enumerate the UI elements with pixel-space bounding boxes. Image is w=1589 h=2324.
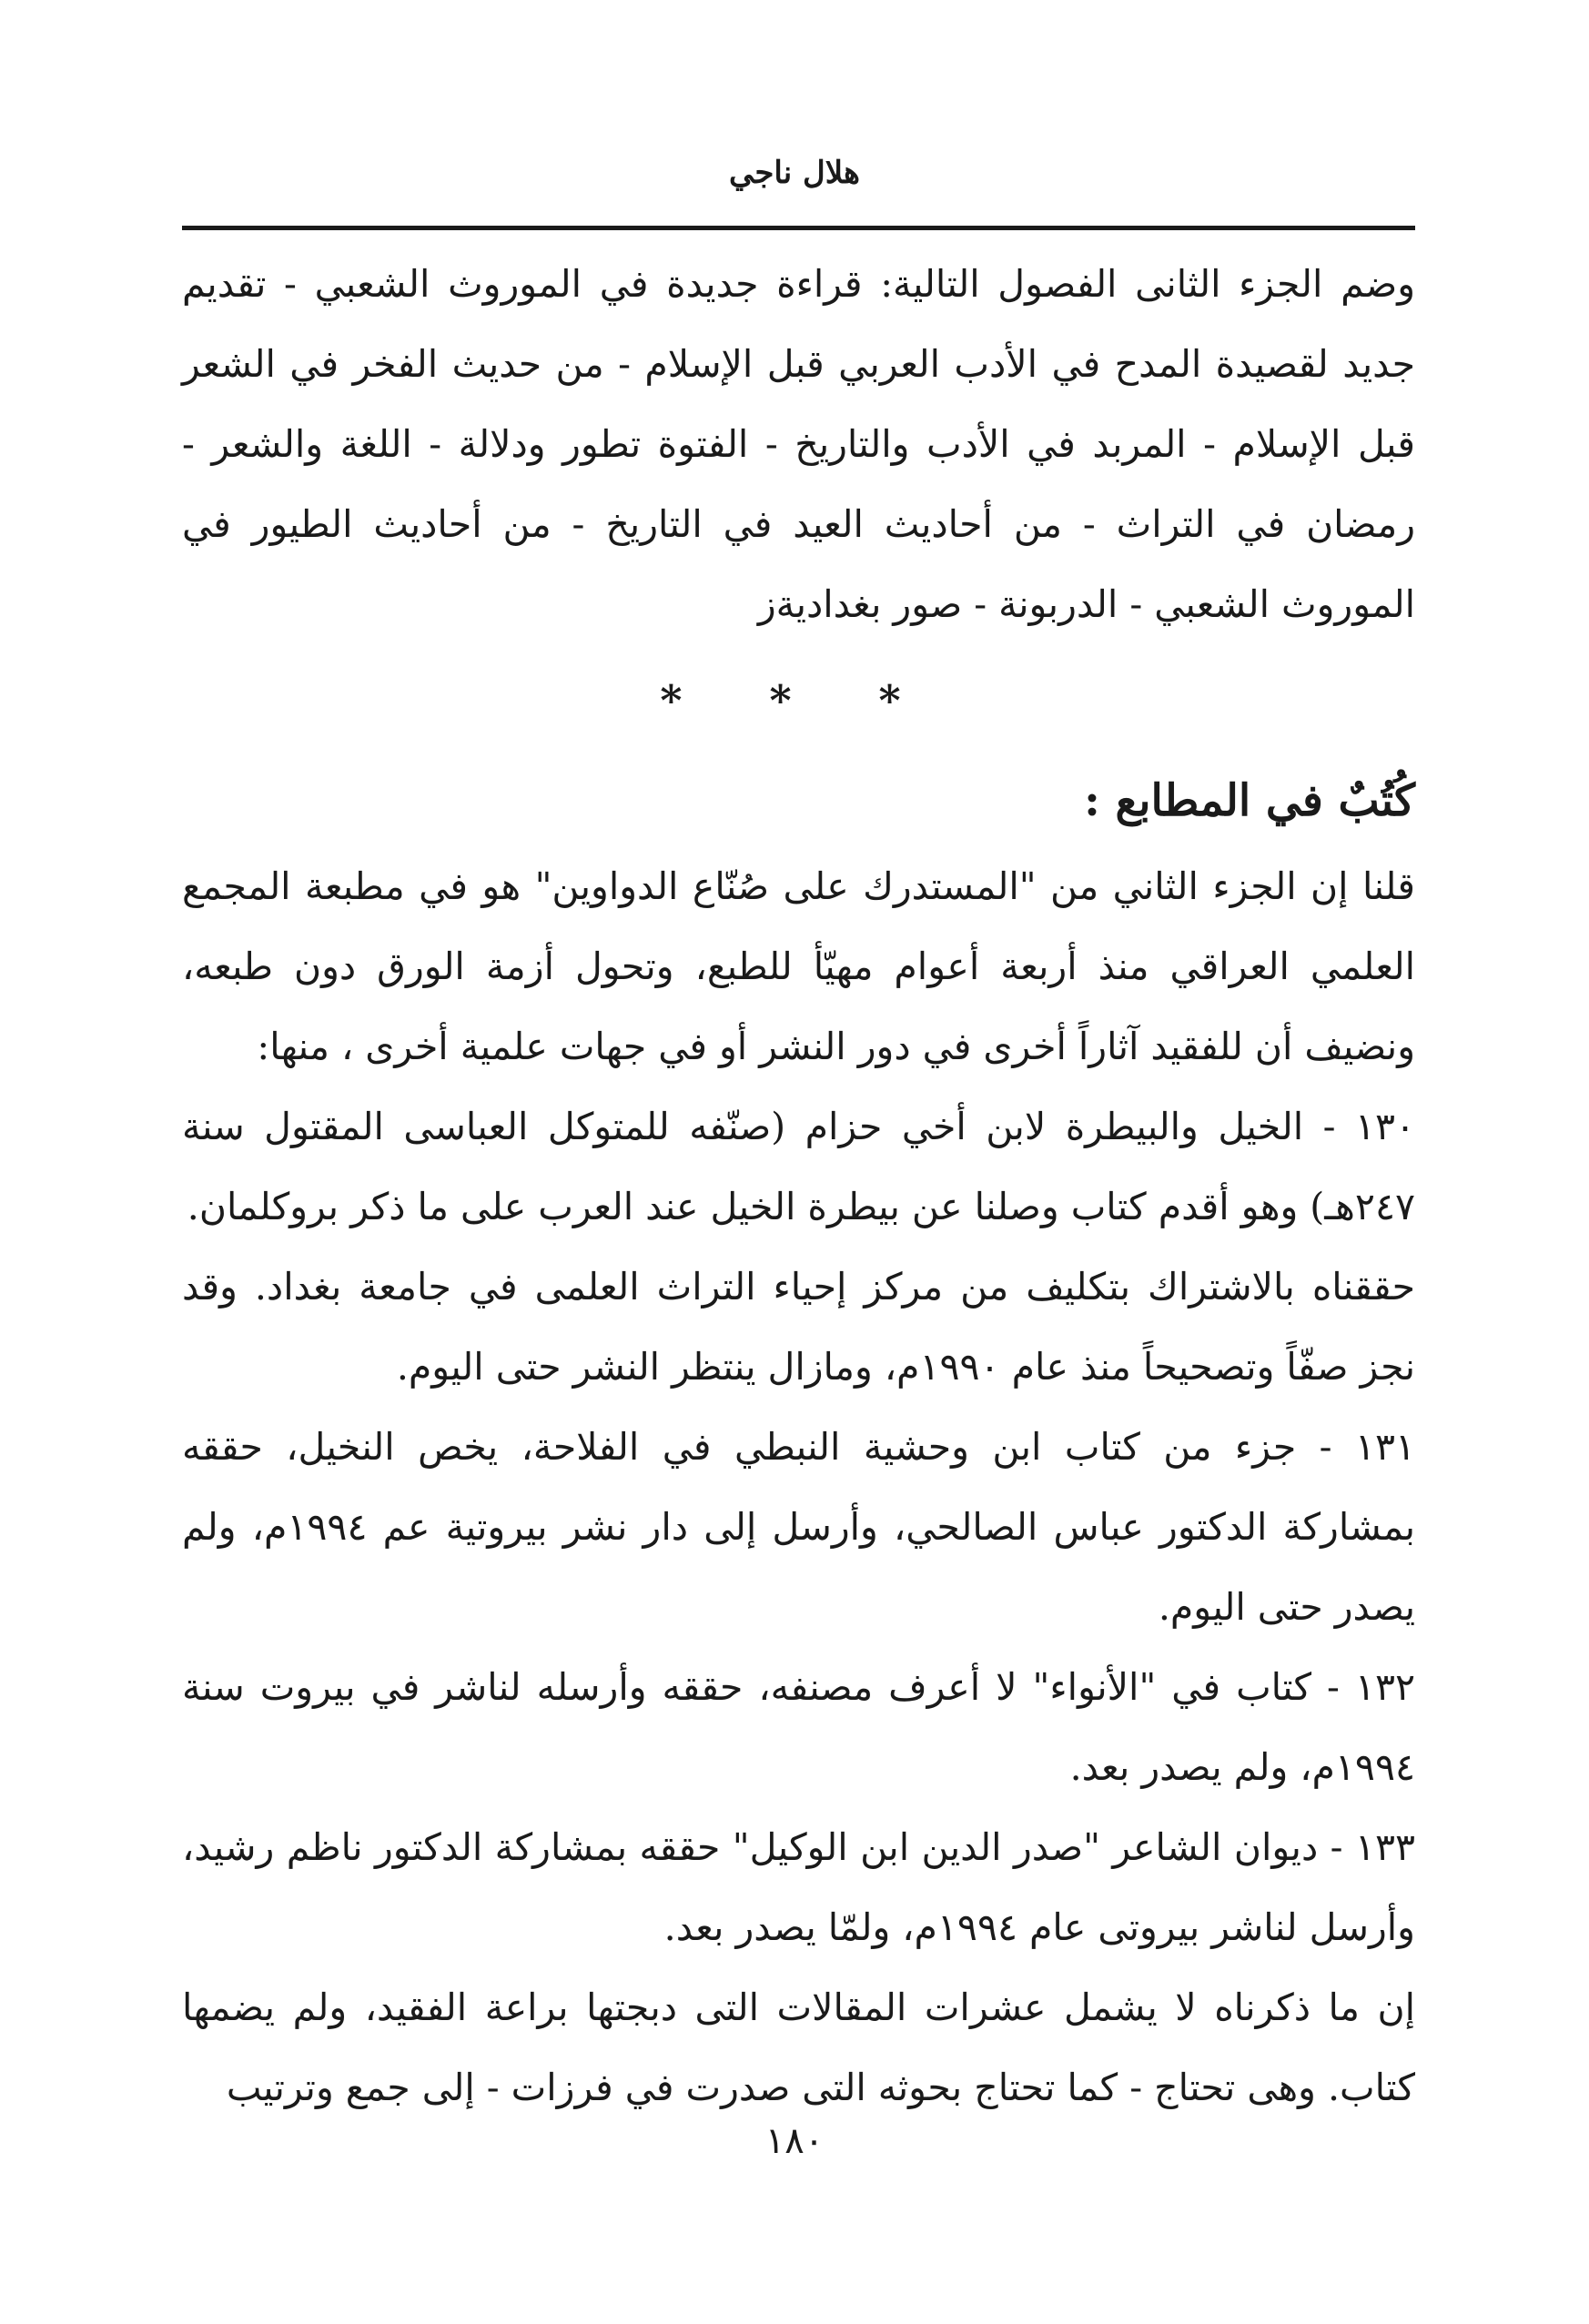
paragraph-closing: إن ما ذكرناه لا يشمل عشرات المقالات التى دبجتها براعة الفقيد، ولم يضمها كتاب. وهى تحتاج - كما تحتاج بحوثه التى صدرت في فرزات - إلى جمع وترتيب	[182, 1986, 1415, 2109]
header-divider	[182, 226, 1415, 230]
list-item-130-continued: حققناه بالاشتراك بتكليف من مركز إحياء التراث العلمى في جامعة بغداد. وقد نجز صفّاً وتصحيحاً منذ عام ١٩٩٠م، ومازال ينتظر النشر حتى اليوم.	[182, 1265, 1415, 1389]
section-separator: * * *	[660, 676, 937, 725]
list-item-130: ١٣٠ - الخيل والبيطرة لابن أخي حزام (صنّفه للمتوكل العباسى المقتول سنة ٢٤٧هـ) وهو أقدم كتاب وصلنا عن بيطرة الخيل عند العرب على ما ذكر بروكلمان.	[182, 1105, 1415, 1228]
page-body	[182, 244, 1415, 2127]
list-item-133: ١٣٣ - ديوان الشاعر "صدر الدين ابن الوكيل" حققه بمشاركة الدكتور ناظم رشيد، وأرسل لناشر بيروتى عام ١٩٩٤م، ولمّا يصدر بعد.	[182, 1825, 1415, 1949]
list-item-132: ١٣٢ - كتاب في "الأنواء" لا أعرف مصنفه، حققه وأرسله لناشر في بيروت سنة ١٩٩٤م، ولم يصدر بعد.	[182, 1665, 1415, 1789]
list-item-131: ١٣١ - جزء من كتاب ابن وحشية النبطي في الفلاحة، يخص النخيل، حققه بمشاركة الدكتور عباس الصالحي، وأرسل إلى دار نشر بيروتية عم ١٩٩٤م، ولم يصدر حتى اليوم.	[182, 1425, 1416, 1629]
running-head-title: هلال ناجي	[729, 155, 860, 191]
paragraph-intro: قلنا إن الجزء الثاني من "المستدرك على صُنّاع الدواوين" هو في مطبعة المجمع العلمي العراقي منذ أربعة أعوام مهيّأ للطبع، وتحول أزمة الورق دون طبعه، ونضيف أن للفقيد آثاراً أخرى في دور النشر أو في جهات علمية أخرى ، منها:	[182, 864, 1415, 1068]
page-number: ١٨٠	[764, 2120, 825, 2162]
paragraph-chapters-list: وضم الجزء الثانى الفصول التالية: قراءة جديدة في الموروث الشعبي - تقديم جديد لقصيدة المدح في الأدب العربي قبل الإسلام - من حديث الفخر في الشعر قبل الإسلام - المربد في الأدب والتاريخ - الفتوة تطور ودلالة - اللغة والشعر - رمضان في التراث - من أحاديث العيد في التاريخ - من أحاديث الطيور في الموروث الشعبي - الدربونة - صور بغدادية‌ز	[182, 262, 1415, 626]
section-heading: كُتُبٌ في المطابع :	[1084, 775, 1415, 826]
